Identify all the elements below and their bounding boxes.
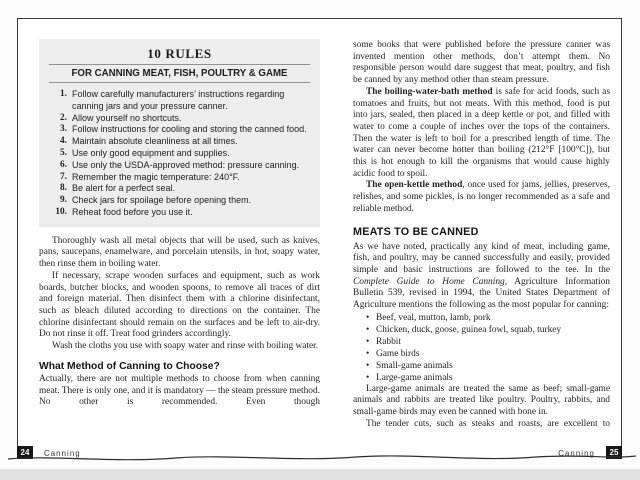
bullet-marker: • bbox=[366, 312, 370, 323]
rule-item bbox=[51, 136, 310, 148]
list-item bbox=[366, 336, 610, 348]
page-number-left: 24 bbox=[17, 446, 33, 459]
rule-item bbox=[51, 207, 310, 219]
book-spread bbox=[17, 18, 622, 457]
rule-text: Reheat food before you use it. bbox=[72, 206, 193, 217]
paragraph-method: Actually, there are not multiple methods to choose from when canning meat. There is only one, and it is mandatory — the steam pressure method. No other is recommended. Even though bbox=[39, 373, 321, 408]
rule-text: Follow carefully manufacturers’ instructions regarding canning jars and your pressure canner. bbox=[72, 89, 285, 111]
bullet-marker: • bbox=[366, 372, 370, 383]
list-item-text: Beef, veal, mutton, lamb, pork bbox=[376, 312, 491, 323]
section-heading-method: What Method of Canning to Choose? bbox=[39, 360, 220, 372]
rule-number: 10. bbox=[55, 206, 67, 217]
rule-item bbox=[51, 172, 310, 184]
page-bottom-edge-line bbox=[6, 449, 638, 467]
rule-text: Follow instructions for cooling and storing the canned food. bbox=[72, 124, 307, 135]
bullet-marker: • bbox=[366, 360, 370, 371]
left-page bbox=[39, 39, 320, 409]
paragraph-meats-intro bbox=[353, 242, 610, 312]
list-item-text: Game birds bbox=[376, 348, 420, 359]
rules-box bbox=[39, 39, 320, 227]
rule-number: 9. bbox=[60, 195, 67, 206]
section-heading-meats: MEATS TO BE CANNED bbox=[353, 225, 479, 238]
list-item-text: Chicken, duck, goose, guinea fowl, squab, turkey bbox=[376, 324, 562, 335]
rule-number: 6. bbox=[60, 159, 67, 170]
running-title-right: Canning bbox=[558, 449, 595, 458]
paragraph-boiling-water-bath bbox=[353, 87, 610, 181]
rule-text: Allow yourself no shortcuts. bbox=[72, 112, 182, 123]
paragraph-scrape-wood: If necessary, scrape wooden surfaces and equipment, such as work boards, butcher blocks, and wooden spoons, to remove all traces of dirt and foreign material. Then disinfect them with a chlorine disinfectant, such as bleach diluted according to directions on the container. The chlorine disinfectant should remain on the surfaces and be left to air-dry. Do not rinse it off. Treat food grinders accordingly. bbox=[39, 270, 320, 340]
rule-item bbox=[51, 113, 310, 125]
rule-text: Be alert for a perfect seal. bbox=[72, 183, 176, 194]
bullet-marker: • bbox=[366, 336, 370, 347]
rule-item bbox=[51, 89, 310, 113]
rule-number: 1. bbox=[60, 89, 67, 99]
list-item-text: Large-game animals bbox=[376, 372, 453, 383]
rules-box-subtitle: FOR CANNING MEAT, FISH, POULTRY & GAME bbox=[49, 64, 310, 83]
scan-bottom-strip bbox=[0, 469, 640, 480]
rule-text: Remember the magic temperature: 240°F. bbox=[72, 171, 240, 182]
paragraph-tender-cuts: The tender cuts, such as steaks and roasts, are excellent to bbox=[366, 418, 610, 429]
rule-item bbox=[51, 183, 310, 195]
book-title-italic: Complete Guide to Home Canning, bbox=[353, 276, 508, 287]
right-page bbox=[353, 40, 610, 431]
page-number-right: 25 bbox=[606, 446, 622, 459]
list-item bbox=[366, 348, 610, 360]
paragraph-open-kettle bbox=[353, 180, 610, 215]
rule-item bbox=[51, 148, 310, 160]
rule-text: Check jars for spoilage before opening them. bbox=[72, 195, 252, 206]
rule-text: Use only good equipment and supplies. bbox=[72, 147, 230, 158]
bullet-marker: • bbox=[366, 348, 370, 359]
paragraph-text: Agriculture Information Bulletin 539, revised in 1994, the United States Department of Agriculture mentions the following as the most popular for canning: bbox=[353, 276, 610, 311]
list-item bbox=[366, 312, 610, 324]
rules-box-title: 10 RULES bbox=[147, 46, 212, 61]
paragraph-wash-metal: Thoroughly wash all metal objects that will be used, such as knives, pans, saucepans, enamelware, and porcelain utensils, in hot, soapy water, then rinse them in boiling water. bbox=[39, 235, 320, 270]
rule-number: 7. bbox=[60, 171, 67, 182]
list-item bbox=[366, 324, 610, 336]
paragraph-large-game: Large-game animals are treated the same as beef; small-game animals and rabbits are treated like poultry. Poultry, rabbits, and small-game birds may even be canned with bone in. bbox=[353, 383, 610, 418]
rule-number: 2. bbox=[60, 112, 67, 123]
rule-number: 4. bbox=[60, 136, 67, 147]
paragraph-text: As we have noted, practically any kind of meat, including game, fish, and poultry, may be canned successfully and easily, provided simple and basic instructions are followed to the tee. In the bbox=[353, 241, 610, 275]
rule-item bbox=[51, 124, 310, 136]
bold-lead-kettle: The open-kettle method bbox=[366, 180, 463, 191]
paragraph-wash-cloths: Wash the cloths you use with soapy water and rinse with boiling water. bbox=[52, 341, 319, 352]
rule-number: 5. bbox=[60, 147, 67, 158]
paragraph-continuation: some books that were published before the pressure canner was invented mention other methods, don’t attempt them. No responsible person would dare suggest that meat, poultry, and fish be canned by any method other than steam pressure. bbox=[353, 40, 610, 86]
bullet-marker: • bbox=[366, 324, 370, 335]
paragraph-text: is safe for acid foods, such as tomatoes and fruits, but not meats. With this method, food is put into jars, sealed, then placed in a deep kettle or pot, and filled with water to come a couple of inches over the tops of the containers. Then the water is left to boil for a prescribed length of time. The water can never become hotter than boiling (212°F [100°C]), but this is hot enough to kill the organisms that would cause highly acidic food to spoil. bbox=[353, 86, 610, 179]
paragraph-text: , once used for jams, jellies, preserves, relishes, and some pickles, is no longer recommended as a safe and reliable method. bbox=[353, 180, 610, 214]
list-item bbox=[366, 360, 610, 372]
rule-item bbox=[51, 160, 310, 172]
running-title-left: Canning bbox=[44, 449, 81, 458]
rule-text: Use only the USDA-approved method: pressure canning. bbox=[72, 159, 300, 170]
rule-text: Maintain absolute cleanliness at all times. bbox=[72, 136, 238, 147]
rule-number: 3. bbox=[60, 124, 67, 135]
rules-list bbox=[49, 89, 310, 219]
bold-lead-boiling: The boiling-water-bath method bbox=[366, 86, 493, 97]
rule-number: 8. bbox=[60, 183, 67, 194]
list-item bbox=[366, 372, 610, 384]
list-item-text: Rabbit bbox=[376, 336, 401, 347]
list-item-text: Small-game animals bbox=[376, 360, 453, 371]
rule-item bbox=[51, 195, 310, 207]
meat-bullet-list bbox=[353, 312, 610, 384]
